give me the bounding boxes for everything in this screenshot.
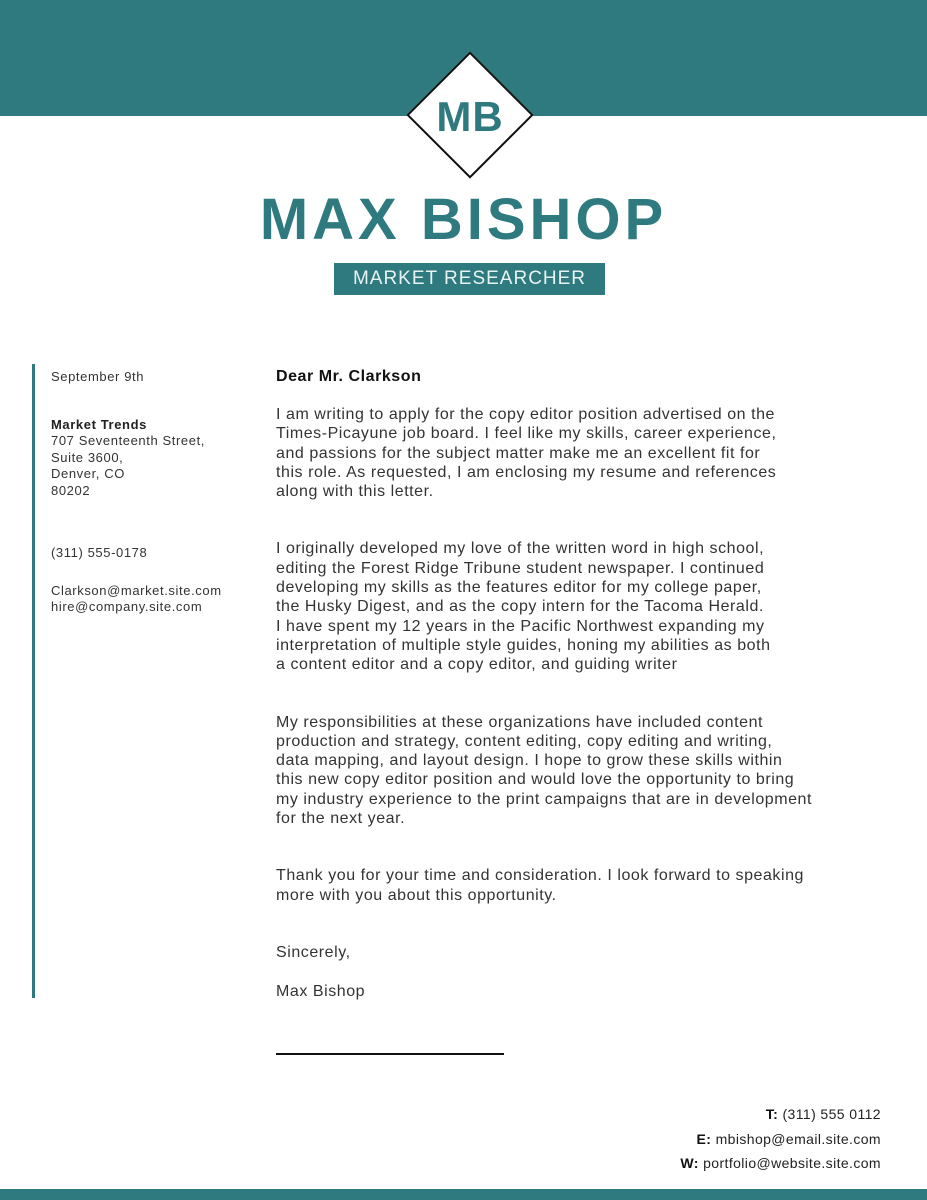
recipient-sidebar [51,369,261,616]
sidebar-accent-rule [32,364,35,998]
contact-phone: (311) 555 0112 [782,1106,881,1122]
monogram-initials: MB [436,93,504,140]
letter-date: September 9th [51,369,145,384]
contact-web[interactable]: portfolio@website.site.com [703,1155,881,1171]
letter-body [276,367,876,1021]
phone-label: T: [765,1106,779,1122]
footer-band [0,1189,927,1200]
recipient-phone: (311) 555-0178 [51,545,148,560]
email-label: E: [696,1130,712,1147]
address-line: 707 Seventeenth Street, [51,433,206,448]
paragraph: My responsibilities at these organizations have included content production and strategy, content editing, copy editing and writing, data mapping, and layout design. I hope to grow these skills within this new copy editor position and would love the opportunity to bring my industry experience to the print campaigns that are in development for the next year. [276,713,812,828]
signature-line [276,1053,504,1055]
salutation: Dear Mr. Clarkson [276,368,422,385]
paragraph: I originally developed my love of the written word in high school, editing the Forest Ridge Tribune student newspaper. I continued developing my skills as the features editor for my college paper, the Husky Digest, and as the copy intern for the Tacoma Herald. I have spent my 12 years in the Pacific Northwest expanding my interpretation of multiple style guides, honing my abilities as both a content editor and a copy editor, and guiding writer [276,540,771,674]
contact-web-row [680,1151,881,1176]
contact-email-row [680,1127,881,1152]
contact-email[interactable]: mbishop@email.site.com [715,1130,881,1147]
job-title-badge: MARKET RESEARCHER [334,263,605,295]
address-line: 80202 [51,482,91,498]
contact-phone-row [680,1102,881,1127]
web-label: W: [680,1155,699,1171]
applicant-name: MAX BISHOP [259,187,668,252]
signature-name: Max Bishop [276,982,366,1000]
recipient-email: Clarkson@market.site.com [51,582,222,598]
closing: Sincerely, [276,943,351,961]
contact-block [680,1102,881,1176]
address-line: Suite 3600, [51,449,124,465]
paragraph: I am writing to apply for the copy editor position advertised on the Times-Picayune job board. I feel like my skills, career experience, and passions for the subject matter make me an excellent fit for this role. As requested, I am enclosing my resume and references along with this letter. [276,406,777,501]
address-line: Denver, CO [51,466,125,481]
paragraph: Thank you for your time and consideration. I look forward to speaking more with you about this opportunity. [276,867,804,904]
recipient-company: Market Trends [51,416,147,432]
recipient-email: hire@company.site.com [51,599,203,614]
